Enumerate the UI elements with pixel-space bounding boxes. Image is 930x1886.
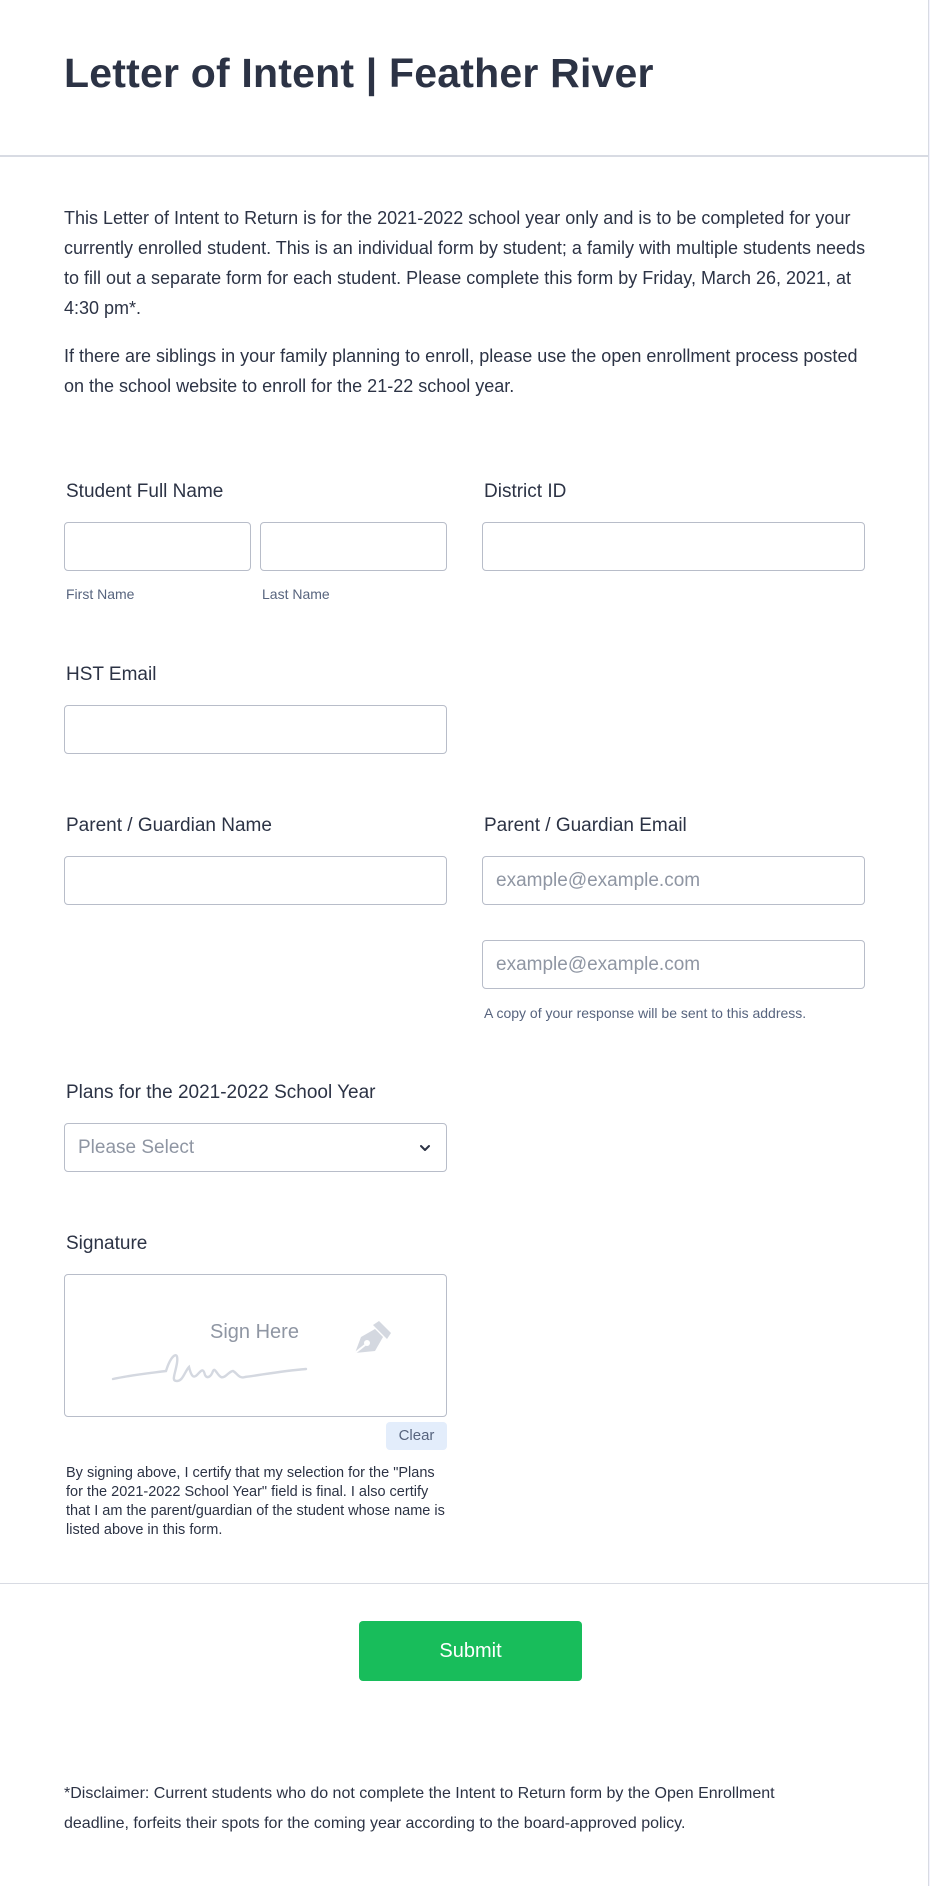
parent-name-input[interactable] [64, 856, 447, 905]
signature-pad[interactable] [64, 1274, 447, 1417]
signature-certification-note: By signing above, I certify that my selection for the "Plans for the 2021-2022 School Year" field is final. I also certify that I am the parent/guardian of the student whose name is listed above in this form. [66, 1465, 445, 1538]
parent-email-input[interactable] [482, 856, 865, 905]
plans-select[interactable] [64, 1123, 447, 1172]
section-divider [0, 1583, 929, 1584]
hst-email-label: HST Email [66, 664, 157, 685]
signature-label: Signature [66, 1233, 148, 1254]
page-title: Letter of Intent | Feather River [64, 50, 654, 96]
form-header [0, 0, 929, 157]
district-id-input[interactable] [482, 522, 865, 571]
clear-signature-button[interactable]: Clear [386, 1422, 447, 1450]
last-name-sublabel: Last Name [262, 586, 330, 602]
first-name-sublabel: First Name [66, 586, 135, 602]
intro-paragraph-1: This Letter of Intent to Return is for the 2021-2022 school year only and is to be completed for your currently enrolled student. This is an individual form by student; a family with multiple students needs to fill out a separate form for each student. Please complete this form by Friday, March 26, 2021, at 4:30 pm*. [64, 208, 866, 318]
plans-label: Plans for the 2021-2022 School Year [66, 1082, 376, 1103]
disclaimer-text: *Disclaimer: Current students who do not complete the Intent to Return form by the Open Enrollment deadline, forfeits their spots for the coming year according to the board-approved policy. [64, 1785, 775, 1832]
chevron-down-icon [418, 1141, 432, 1155]
hst-email-input[interactable] [64, 705, 447, 754]
parent-email-confirm-placeholder: example@example.com [496, 954, 701, 975]
signature-scribble-icon [111, 1345, 311, 1387]
parent-email-hint: A copy of your response will be sent to this address. [484, 1005, 807, 1021]
pen-icon [349, 1319, 395, 1361]
last-name-input[interactable] [260, 522, 447, 571]
first-name-input[interactable] [64, 522, 251, 571]
parent-name-label: Parent / Guardian Name [66, 815, 272, 836]
sign-here-placeholder: Sign Here [210, 1321, 299, 1343]
parent-email-placeholder: example@example.com [496, 870, 701, 891]
student-name-label: Student Full Name [66, 481, 224, 502]
district-id-label: District ID [484, 481, 567, 502]
submit-button[interactable]: Submit [359, 1621, 582, 1681]
plans-selected-value: Please Select [78, 1137, 195, 1158]
parent-email-label: Parent / Guardian Email [484, 815, 687, 836]
intro-paragraph-2: If there are siblings in your family planning to enroll, please use the open enrollment process posted on the school website to enroll for the 21-22 school year. [64, 346, 858, 396]
parent-email-confirm-input[interactable] [482, 940, 865, 989]
